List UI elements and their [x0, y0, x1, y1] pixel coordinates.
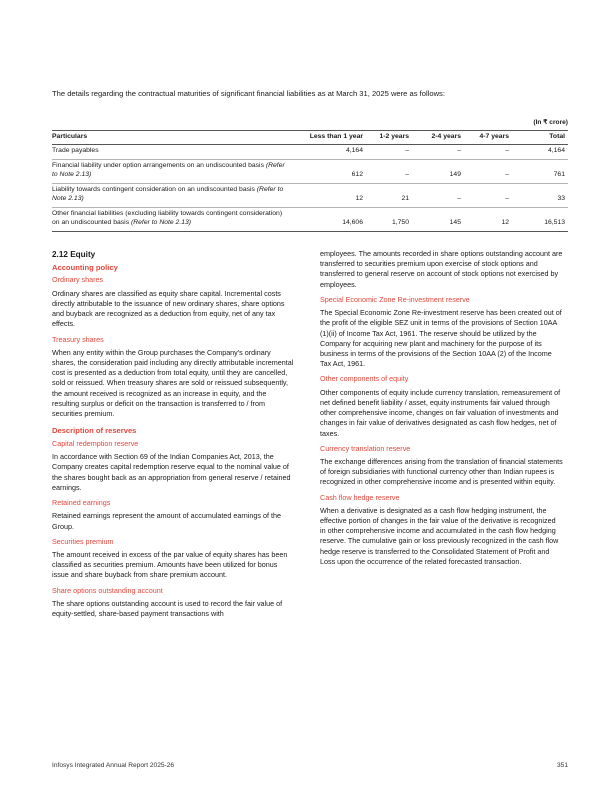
cell-value: 21 [366, 183, 412, 207]
subheading-cash-flow-hedge-reserve: Cash flow hedge reserve [320, 492, 400, 502]
paragraph-securities-premium: The amount received in excess of the par value of equity shares has been classified as securities premium. Amounts have been utilized for bonus issue and share buyback from share premium account. [52, 550, 288, 580]
paragraph-capital-redemption-reserve: In accordance with Section 69 of the Indian Companies Act, 2013, the Company creates capital redemption reserve equal to the nominal value of the shares bought back as an appropriation from general reserve / retained earnings. [52, 452, 291, 492]
table-row [52, 159, 568, 183]
cell-value: 145 [412, 207, 464, 231]
paragraph-share-options-continued: employees. The amounts recorded in share options outstanding account are transferred to securities premium upon exercise of stock options and transferred to general reserve on account of stock options not exercised by employees. [320, 249, 563, 289]
paragraph-sez-reinvestment-reserve: The Special Economic Zone Re-investment reserve has been created out of the profit of the eligible SEZ unit in terms of the provisions of Section 10AA (1)(ii) of Income Tax Act, 1961. The reserve should be utilized by the Company for acquiring new plant and machinery for the purpose of its business in terms of the provisions of the Section 10AA (2) of the Income Tax Act, 1961. [320, 308, 562, 369]
paragraph-cash-flow-hedge-reserve: When a derivative is designated as a cash flow hedging instrument, the effective portion of changes in the fair value of the derivative is recognized in other comprehensive income and accumulated in the cash flow hedging reserve. The cumulative gain or loss previously recognized in the cash flow hedge reserve is transferred to the Consolidated Statement of Profit and Loss upon the occurrence of the related forecasted transaction. [320, 505, 559, 566]
paragraph-share-options-outstanding: The share options outstanding account is used to record the fair value of equity-settled, share-based payment transactions with [52, 598, 283, 619]
paragraph-currency-translation-reserve: The exchange differences arising from the translation of financial statements of foreign subsidiaries with functional currency other than Indian rupees is recognized in other comprehensive income and is presented within equity. [320, 456, 563, 487]
heading-description-of-reserves: Description of reserves [52, 426, 137, 436]
cell-value: 4,164 [512, 144, 568, 159]
right-column [320, 249, 563, 572]
intro-text: The details regarding the contractual maturities of significant financial liabilities as at March 31, 2025 were as follows: [52, 89, 445, 98]
heading-accounting-policy: Accounting policy [52, 262, 118, 272]
header-1-2-years: 1-2 years [366, 131, 412, 145]
cell-value: 4,164 [288, 144, 366, 159]
cell-value: 12 [288, 183, 366, 207]
subheading-securities-premium: Securities premium [52, 536, 114, 546]
paragraph-treasury-shares: When any entity within the Group purchases the Company's ordinary shares, the consideration paid including any directly attributable incremental cost is presented as a deduction from total equity, until they are cancelled, sold or reissued. When treasury shares are sold or reissued subsequently, the amount received is recognized as an increase in equity, and the resulting surplus or deficit on the transaction is transferred to / from securities premium. [52, 347, 294, 419]
cell-value: – [464, 159, 512, 183]
header-2-4-years: 2-4 years [412, 131, 464, 145]
row-label: Other financial liabilities (excluding liability towards contingent consideration) on an undiscounted basis (Refer to Note 2.13) [52, 207, 288, 231]
cell-value: 12 [464, 207, 512, 231]
header-particulars: Particulars [52, 131, 288, 145]
table-row [52, 207, 568, 231]
cell-value: – [412, 144, 464, 159]
left-column [52, 249, 295, 624]
cell-value: 33 [512, 183, 568, 207]
cell-value: – [464, 183, 512, 207]
table-row [52, 183, 568, 207]
row-label: Liability towards contingent consideration on an undiscounted basis (Refer to Note 2.13) [52, 183, 288, 207]
paragraph-other-components-of-equity: Other components of equity include currency translation, remeasurement of net defined benefit liability / asset, equity instruments fair valued through other comprehensive income, changes on fair valuation of investments and changes in fair value of derivatives designated as cash flow hedges, net of taxes. [320, 387, 561, 438]
subheading-share-options-outstanding: Share options outstanding account [52, 585, 163, 595]
cell-value: – [366, 159, 412, 183]
subheading-sez-reinvestment-reserve: Special Economic Zone Re-investment reserve [320, 294, 470, 304]
footer-report-title: Infosys Integrated Annual Report 2025-26 [52, 762, 175, 769]
currency-unit-label: (In ₹ crore) [533, 119, 568, 126]
subheading-treasury-shares: Treasury shares [52, 334, 104, 344]
subheading-currency-translation-reserve: Currency translation reserve [320, 443, 411, 453]
footer-page-number: 351 [556, 762, 568, 769]
header-total: Total [512, 131, 568, 145]
subheading-capital-redemption-reserve: Capital redemption reserve [52, 439, 139, 449]
header-less-than-1-year: Less than 1 year [288, 131, 366, 145]
cell-value: 14,606 [288, 207, 366, 231]
cell-value: 1,750 [366, 207, 412, 231]
cell-value: – [464, 144, 512, 159]
cell-value: 149 [412, 159, 464, 183]
cell-value: 16,513 [512, 207, 568, 231]
cell-value: – [366, 144, 412, 159]
cell-value: 612 [288, 159, 366, 183]
row-label: Financial liability under option arrangements on an undiscounted basis (Refer to Note 2.13) [52, 159, 288, 183]
header-4-7-years: 4-7 years [464, 131, 512, 145]
subheading-retained-earnings: Retained earnings [52, 498, 111, 508]
cell-value: – [412, 183, 464, 207]
row-label: Trade payables [52, 144, 288, 159]
subheading-ordinary-shares: Ordinary shares [52, 275, 104, 285]
subheading-other-components-of-equity: Other components of equity [320, 374, 409, 384]
maturities-table [52, 130, 568, 232]
section-title-equity: 2.12 Equity [52, 250, 96, 259]
paragraph-retained-earnings: Retained earnings represent the amount of accumulated earnings of the Group. [52, 511, 281, 531]
paragraph-ordinary-shares: Ordinary shares are classified as equity share capital. Incremental costs directly attributable to the issuance of new ordinary shares, share options and buyback are recognized as a deduction from equity, net of any tax effects. [52, 288, 285, 329]
table-header-row [52, 131, 568, 145]
cell-value: 761 [512, 159, 568, 183]
table-row [52, 144, 568, 159]
